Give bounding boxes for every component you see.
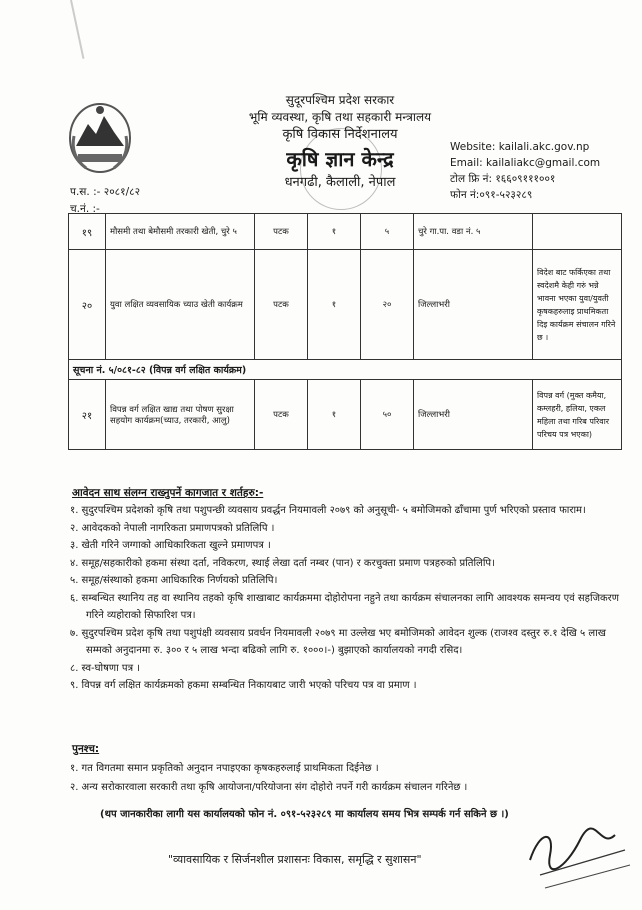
documents-list	[70, 502, 626, 695]
table-row	[69, 250, 622, 360]
documents-heading: आवेदन साथ संलग्न राख्नुपर्ने कागजात र शर्तहरु:-	[72, 487, 264, 499]
list-item: ३. खेती गरिने जग्गाको आधिकारिकता खुल्ने प्रमाणपत्र ।	[70, 540, 271, 551]
office-stamp	[300, 128, 382, 210]
chalani-number: च.नं. :-	[70, 203, 100, 215]
postscript-list	[70, 759, 626, 797]
cell-program: मौसमी तथा बेमौसमी तरकारी खेती, चुरे ५	[106, 214, 255, 250]
table-row	[69, 380, 622, 450]
cell-area: जिल्लाभरी	[414, 380, 533, 450]
cell-count: ५	[361, 214, 414, 250]
cell-qty: १	[308, 250, 361, 360]
cell-count: २०	[361, 250, 414, 360]
cell-note: विदेश बाट फर्किएका तथा स्वदेशमै केही गरुं भन्ने भावना भएका युवा/युवती कृषकहरुलाइ प्राथमिकता दिइ कार्यक्रम संचालन गरिने छ ।	[533, 250, 622, 360]
phone-text: फोन नं:०९१-५२३२८९	[450, 189, 533, 201]
table-row	[69, 214, 622, 250]
contact-info	[450, 139, 600, 203]
email-text: Email: kailaliakc@gmail.com	[450, 157, 601, 169]
cell-program: विपन्न वर्ग लक्षित खाद्य तथा पोषण सुरक्षा सहयोग कार्यक्रम(च्याउ, तरकारी, आलु)	[106, 380, 255, 450]
patra-sankhya: प.स. :- २०८१/८२	[70, 186, 141, 198]
list-item: १. सुदुरपश्चिम प्रदेशको कृषि तथा पशुपन्छी व्यवसाय प्रवर्द्धन नियमावली २०७९ को अनुसूची- ५ बमोजिमको ढाँचामा पुर्ण भरिएको प्रस्ताव फाराम।	[70, 505, 586, 516]
signature-icon	[520, 820, 635, 900]
cell-sn: २१	[69, 380, 106, 450]
office-name: कृषि ज्ञान केन्द्र	[286, 147, 394, 171]
cell-unit: पटक	[255, 214, 308, 250]
cell-count: ५०	[361, 380, 414, 450]
nepal-emblem-icon	[66, 96, 134, 176]
cell-sn: २०	[69, 250, 106, 360]
cell-unit: पटक	[255, 250, 308, 360]
list-item: १. गत विगतमा समान प्रकृतिको अनुदान नपाइएका कृषकहरुलाई प्राथमिकता दिईनेछ ।	[70, 763, 379, 774]
slogan: "व्यावसायिक र सिर्जनशील प्रशासनः विकास, समृद्धि र सुशासन"	[168, 853, 422, 866]
cell-note: विपन्न वर्ग (मुक्त कमैया, कम्लहरी, हलिया, एकल महिला तथा गरिब परिवार परिचय पत्र भएका)	[533, 380, 622, 450]
cell-program: युवा लक्षित व्यवसायिक च्याउ खेती कार्यक्रम	[106, 250, 255, 360]
section-title: सूचना नं. ५/०८१-८२ (विपन्न वर्ग लक्षित कार्यक्रम)	[69, 360, 622, 380]
list-item: २. आवेदकको नेपाली नागरिकता प्रमाणपत्रको प्रतिलिपि ।	[70, 522, 275, 534]
postscript-heading: पुनश्च:	[72, 743, 100, 755]
directorate-name: कृषि विकास निर्देशनालय	[282, 127, 398, 142]
list-item: ६. सम्बन्धित स्थानिय तह वा स्थानिय तहको कृषि शाखाबाट कार्यक्रममा दोहोरोपना नहुने तथा कार्यक्रम संचालनका लागि आवश्यक समन्वय एवं सहजिकरण गरिने व्यहोराको सिफारिश पत्र।	[70, 592, 619, 621]
cell-area: जिल्लाभरी	[414, 250, 533, 360]
ministry-name: भूमि व्यवस्था, कृषि तथा सहकारी मन्त्रालय	[248, 110, 432, 124]
contact-note: (थप जानकारीका लागी यस कार्यालयको फोन नं. ०९१-५२३२८९ मा कार्यालय समय भित्र सम्पर्क गर्न सकिने छ ।)	[100, 809, 509, 820]
section-row	[69, 360, 622, 380]
paper-fold	[70, 0, 84, 59]
list-item: ४. समूह/सहकारीको हकमा संस्था दर्ता, नविकरण, स्थाई लेखा दर्ता नम्बर (पान) र करचुक्ता प्रमाण पत्रहरुको प्रतिलिपि।	[70, 557, 495, 569]
list-item: ९. विपन्न वर्ग लक्षित कार्यक्रमको हकमा सम्बन्धित निकायबाट जारी भएको परिचय पत्र वा प्रमाण ।	[70, 680, 417, 691]
program-table	[68, 213, 622, 450]
list-item: २. अन्य सरोकारवाला सरकारी तथा कृषि आयोजना/परियोजना संग दोहोरो नपर्ने गरी कार्यक्रम संचालन गरिनेछ ।	[70, 782, 468, 793]
province-name: सुदूरपश्चिम प्रदेश सरकार	[285, 93, 395, 107]
tollfree-text: टोल फ्रि नं: १६६०९१११००१	[450, 173, 556, 185]
cell-unit: पटक	[255, 380, 308, 450]
cell-qty: १	[308, 214, 361, 250]
cell-note	[533, 214, 622, 250]
office-address: धनगढी, कैलाली, नेपाल	[284, 175, 396, 190]
cell-qty: १	[308, 380, 361, 450]
cell-sn: १९	[69, 214, 106, 250]
list-item: ७. सुदुरपश्चिम प्रदेश कृषि तथा पशुपंक्षी व्यवसाय प्रवर्धन नियमावली २०७९ मा उल्लेख भए बमोजिमको आवेदन शुल्क (राजश्व दस्तुर रु.१ देखि ५ लाख सम्मको अनुदानमा रु. ३०० र ५ लाख भन्दा बढिको लागि रु. १०००।-) बुझाएको कार्यालयको नगदी रसिद।	[70, 627, 606, 656]
list-item: ५. समूह/संस्थाको हकमा आधिकारिक निर्णयको प्रतिलिपि।	[70, 575, 278, 586]
list-item: ८. स्व-घोषणा पत्र ।	[70, 662, 141, 674]
cell-area: चुरे गा.पा. वडा नं. ५	[414, 214, 533, 250]
website-text: Website: kailali.akc.gov.np	[450, 141, 590, 153]
